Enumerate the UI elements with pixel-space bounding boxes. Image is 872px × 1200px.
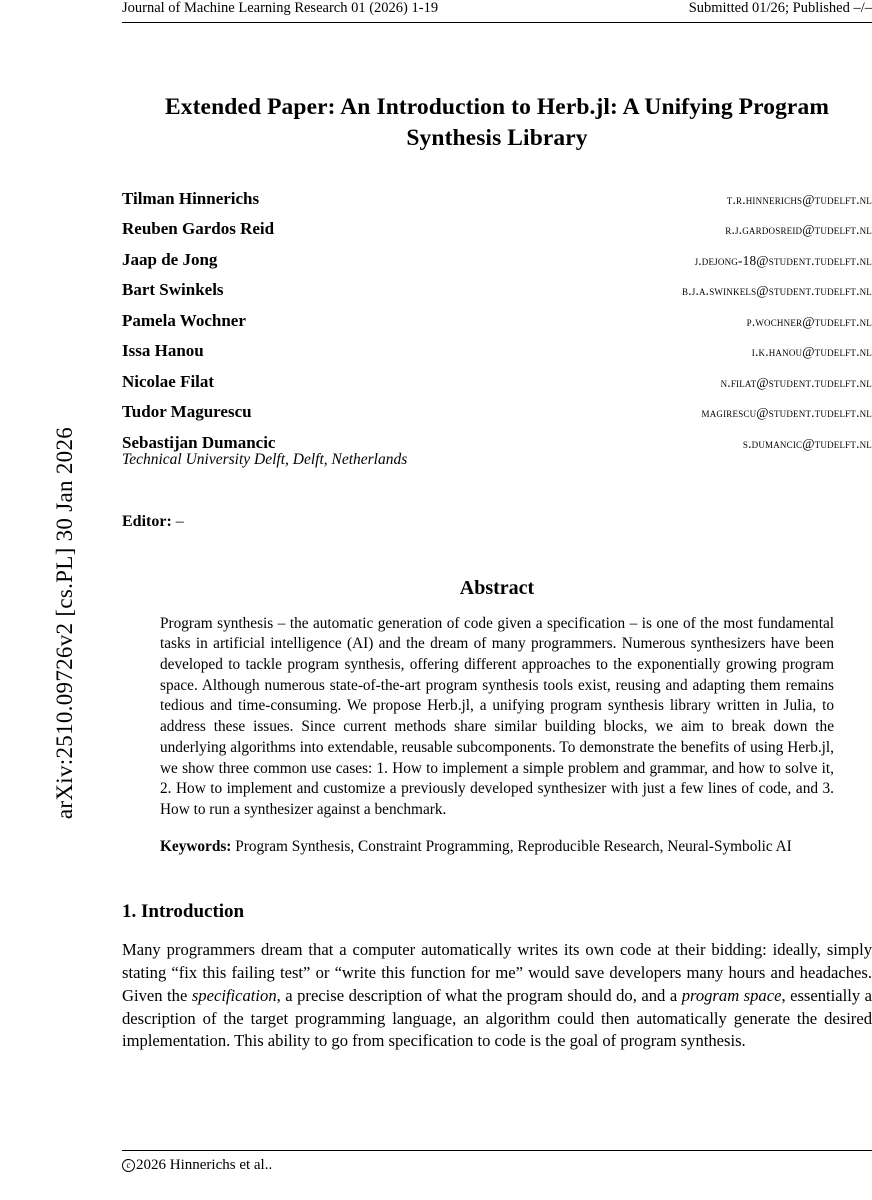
intro-paragraph (122, 939, 872, 1053)
editor-value: – (175, 512, 184, 530)
intro-emph-program-space: program space (681, 985, 782, 1005)
author-email[interactable]: p.wochner@tudelft.nl (746, 313, 872, 329)
author-name: Tilman Hinnerichs (122, 188, 260, 208)
author-email[interactable]: n.filat@student.tudelft.nl (720, 374, 872, 390)
running-head-left: Journal of Machine Learning Research 01 (2026) 1-19 (122, 0, 439, 16)
running-head (122, 0, 872, 23)
keywords-label: Keywords: (160, 837, 232, 855)
author-email[interactable]: r.j.gardosreid@tudelft.nl (725, 222, 872, 237)
intro-part-1: Many programmers dream that a computer automatically writes its own code at their bidding: ideally, simply stating “fix this failing test” or “write this function for me” would save developers many hours and headaches. Given the (122, 940, 872, 1005)
author-row (122, 250, 872, 270)
editor-line (122, 513, 872, 531)
author-row (122, 372, 872, 392)
author-name: Reuben Gardos Reid (122, 219, 275, 238)
author-list (122, 189, 872, 469)
author-row (122, 433, 872, 453)
keywords-line (160, 837, 834, 858)
arxiv-stamp: arXiv:2510.09726v2 [cs.PL] 30 Jan 2026 (52, 426, 77, 820)
content-column (122, 72, 872, 1053)
author-email[interactable]: i.k.hanou@tudelft.nl (751, 344, 872, 359)
editor-label: Editor: (122, 512, 172, 530)
abstract-text: Program synthesis – the automatic generation of code given a specification – is one of the most fundamental tasks in artificial intelligence (AI) and the dream of many programmers. Numerous synthesizers have been developed to tackle program synthesis, offering different approaches to the exponentially growing program space. Although numerous state-of-the-art program synthesis tools exist, reusing and adapting them remains tedious and time-consuming. We propose Herb.jl, a unifying program synthesis library written in Julia, to address these issues. Since current methods share similar building blocks, we aim to break down the underlying algorithms into extendable, reusable subcomponents. To demonstrate the benefits of using Herb.jl, we show three common use cases: 1. How to implement a simple problem and grammar, and how to solve it, 2. How to implement and customize a previously developed synthesizer with just a few lines of code, and 3. How to run a synthesizer against a benchmark. (160, 614, 834, 818)
author-email[interactable]: j.dejong-18@student.tudelft.nl (694, 252, 872, 268)
section-heading: 1. Introduction (122, 901, 245, 923)
author-row (122, 280, 872, 300)
author-row (122, 402, 872, 422)
author-row (122, 189, 872, 209)
keywords-text: Program Synthesis, Constraint Programming, Reproducible Research, Neural-Symbolic AI (235, 837, 792, 855)
intro-part-3: , essentially a description of the target programming language, an algorithm could then automatically generate the desired implementation. This ability to go from specification to code is the goal of program synthesis. (122, 985, 872, 1051)
intro-part-2: , a precise description of what the program should do, and a (276, 985, 682, 1005)
footer-text: 2026 Hinnerichs et al.. (136, 1157, 273, 1173)
author-row (122, 311, 872, 331)
author-name: Sebastijan Dumancic (122, 432, 276, 452)
author-row (122, 341, 872, 361)
author-name: Pamela Wochner (122, 310, 246, 330)
affiliation: Technical University Delft, Delft, Netherlands (122, 450, 408, 468)
author-row (122, 219, 872, 239)
page-footer (122, 1150, 872, 1174)
intro-emph-specification: specification (191, 985, 277, 1005)
abstract-heading: Abstract (459, 576, 535, 599)
page-title: Extended Paper: An Introduction to Herb.jl: A Unifying Program Synthesis Library (165, 94, 829, 152)
author-email[interactable]: b.j.a.swinkels@student.tudelft.nl (682, 283, 872, 298)
author-name: Issa Hanou (122, 341, 204, 360)
author-name: Bart Swinkels (122, 280, 224, 299)
author-name: Nicolae Filat (122, 371, 215, 391)
author-email[interactable]: t.r.hinnerichs@tudelft.nl (726, 191, 872, 207)
copyright-icon: c (122, 1159, 135, 1172)
author-name: Jaap de Jong (122, 249, 218, 269)
author-email[interactable]: magirescu@student.tudelft.nl (701, 405, 872, 420)
running-head-right: Submitted 01/26; Published –/– (688, 0, 872, 16)
author-email[interactable]: s.dumancic@tudelft.nl (742, 435, 872, 451)
author-name: Tudor Magurescu (122, 402, 252, 421)
